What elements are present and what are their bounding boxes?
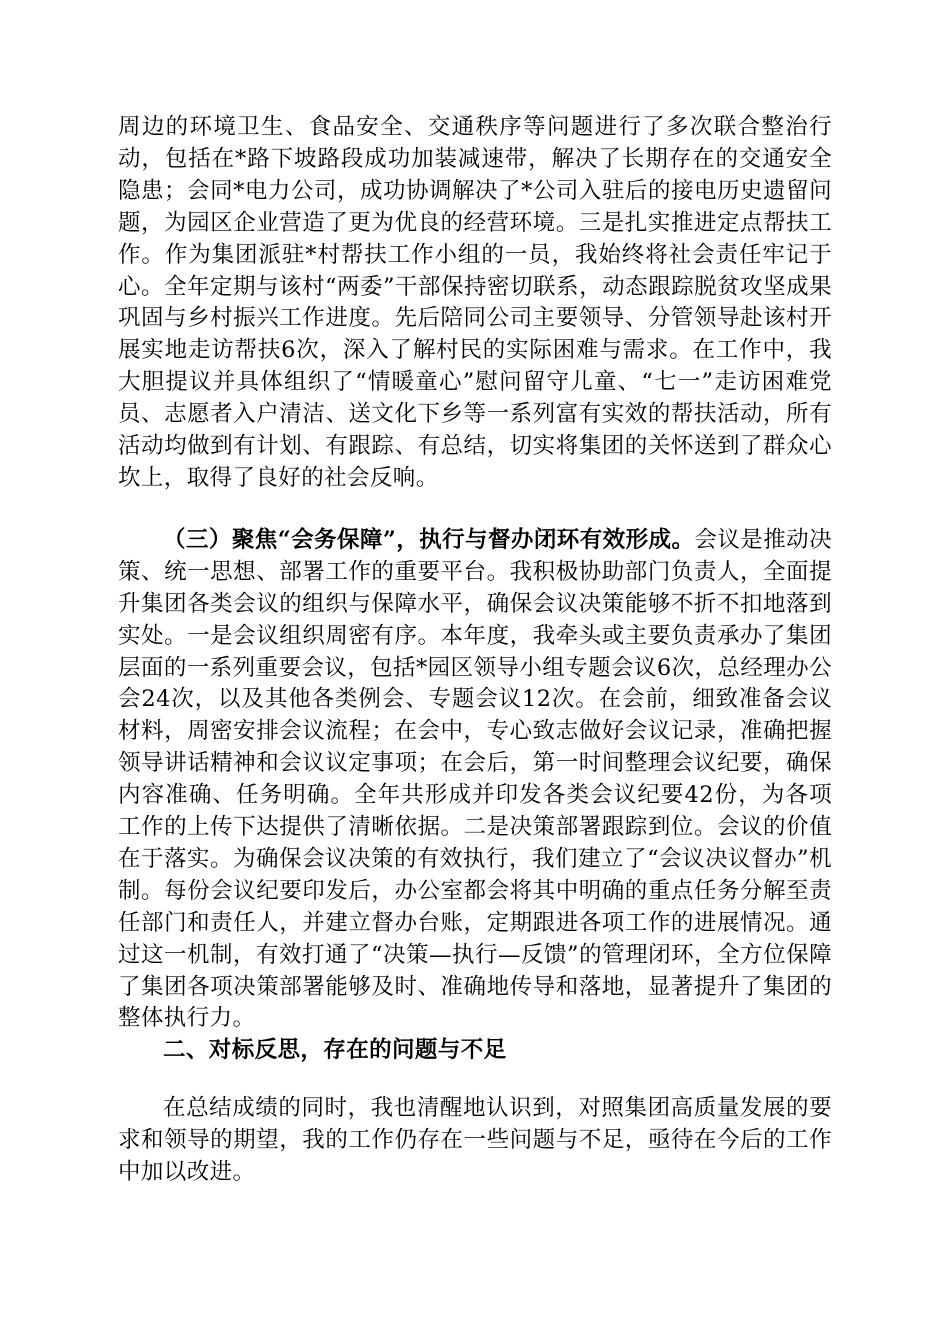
paragraph-continued-text: 周边的环境卫生、食品安全、交通秩序等问题进行了多次联合整治行动，包括在*路下坡路段成功加装减速带，解决了长期存在的交通安全隐患；会同*电力公司，成功协调解决了*公司入驻后的接电历史遗留问题，为园区企业营造了更为优良的经营环境。三是扎实推进定点帮扶工作。作为集团派驻*村帮扶工作小组的一员，我始终将社会责任牢记于心。全年定期与该村“两委”干部保持密切联系，动态跟踪脱贫攻坚成果巩固与乡村振兴工作进度。先后陪同公司主要领导、分管领导赴该村开展实地走访帮扶6次，深入了解村民的实际困难与需求。在工作中，我大胆提议并具体组织了“情暖童心”慰问留守儿童、“七一”走访困难党员、志愿者入户清洁、送文化下乡等一系列富有实效的帮扶活动，所有活动均做到有计划、有跟踪、有总结，切实将集团的关怀送到了群众心坎上，取得了良好的社会反响。 [118, 114, 832, 491]
paragraph-part-2-intro-text: 在总结成绩的同时，我也清醒地认识到，对照集团高质量发展的要求和领导的期望，我的工作仍存在一些问题与不足，亟待在今后的工作中加以改进。 [118, 1095, 832, 1186]
document-page [118, 112, 832, 1189]
heading-part-2: 二、对标反思，存在的问题与不足 [163, 1037, 507, 1064]
paragraph-continued [118, 112, 832, 495]
paragraph-section-3 [118, 525, 832, 1036]
section-3-title: （三）聚焦“会务保障”，执行与督办闭环有效形成。 [163, 526, 695, 553]
section-3-body: 会议是推动决策、统一思想、部署工作的重要平台。我积极协助部门负责人，全面提升集团各类会议的组织与保障水平，确保会议决策能够不折不扣地落到实处。一是会议组织周密有序。本年度，我牵头或主要负责承办了集团层面的一系列重要会议，包括*园区领导小组专题会议6次，总经理办公会24次，以及其他各类例会、专题会议12次。在会前，细致准备会议材料，周密安排会议流程；在会中，专心致志做好会议记录，准确把握领导讲话精神和会议议定事项；在会后，第一时间整理会议纪要，确保内容准确、任务明确。全年共形成并印发各类会议纪要42份，为各项工作的上传下达提供了清晰依据。二是决策部署跟踪到位。会议的价值在于落实。为确保会议决策的有效执行，我们建立了“会议决议督办”机制。每份会议纪要印发后，办公室都会将其中明确的重点任务分解至责任部门和责任人，并建立督办台账，定期跟进各项工作的进展情况。通过这一机制，有效打通了“决策—执行—反馈”的管理闭环，全方位保障了集团各项决策部署能够及时、准确地传导和落地，显著提升了集团的整体执行力。 [118, 526, 832, 1032]
paragraph-part-2-intro [118, 1093, 832, 1189]
